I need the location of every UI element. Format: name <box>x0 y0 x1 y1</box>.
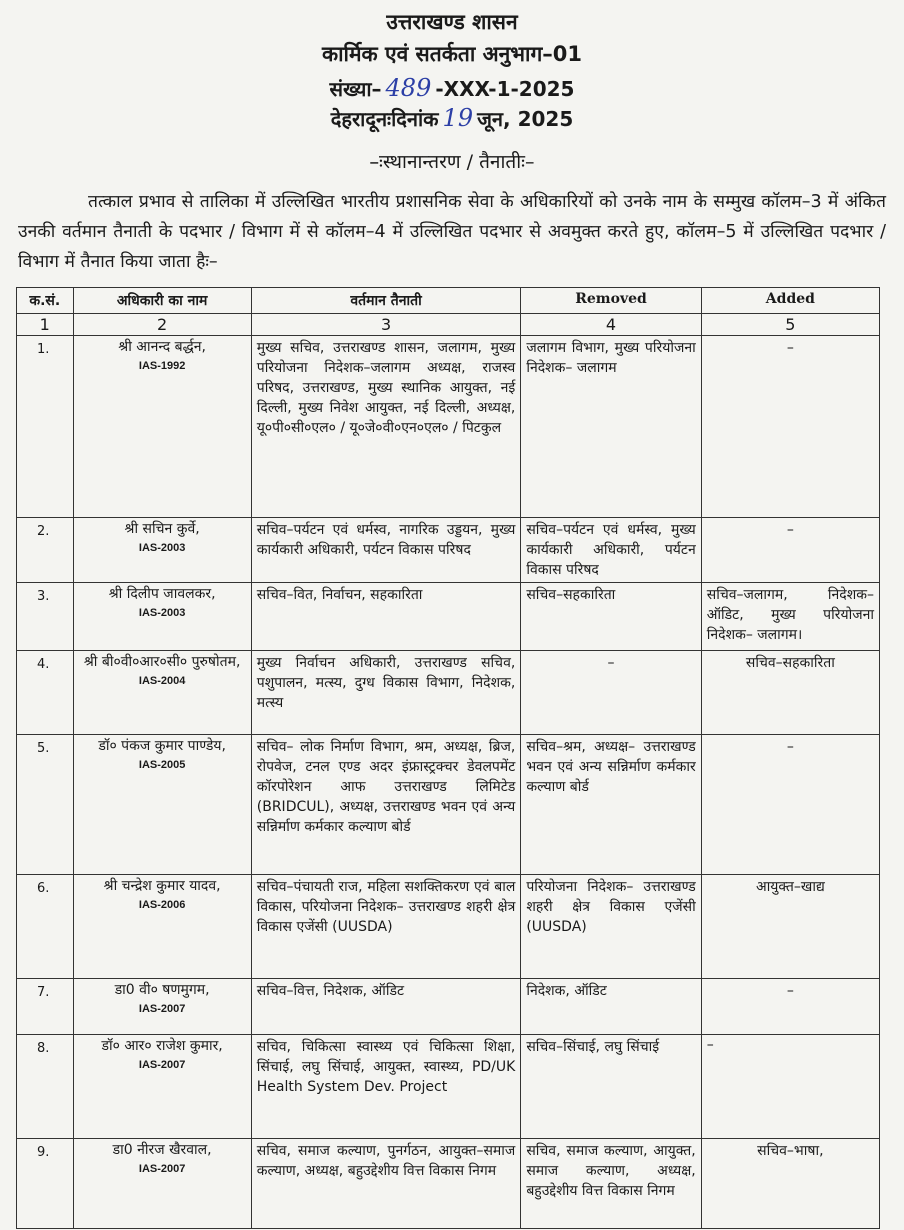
removed-cell: जलागम विभाग, मुख्य परियोजना निदेशक– जलागम <box>521 336 701 518</box>
serial-cell: 1. <box>17 336 74 518</box>
serial-cell: 2. <box>17 518 74 583</box>
officer-batch: IAS-2003 <box>138 607 186 619</box>
officer-cell <box>73 979 251 1035</box>
col-number: 1 <box>17 314 74 336</box>
officer-batch: IAS-2006 <box>138 899 186 911</box>
current-posting-cell: सचिव–पंचायती राज, महिला सशक्तिकरण एवं बाल विकास, परियोजना निदेशक– उत्तराखण्ड शहरी क्षेत्र विकास एजेंसी (UUSDA) <box>251 875 521 979</box>
col-number: 2 <box>73 314 251 336</box>
date-prefix: देहरादूनःदिनांक <box>330 107 439 131</box>
removed-cell: – <box>521 651 701 735</box>
officer-name: श्री चन्द्रेश कुमार यादव, <box>103 878 221 894</box>
table-row <box>17 1035 880 1139</box>
officer-name: डा0 नीरज खैरवाल, <box>112 1142 212 1158</box>
transfer-table <box>16 287 880 1229</box>
officer-cell <box>73 735 251 875</box>
officer-batch: IAS-2005 <box>138 759 186 771</box>
officer-batch: IAS-2007 <box>138 1163 186 1175</box>
serial-cell: 9. <box>17 1139 74 1229</box>
header-removed: Removed <box>521 288 701 314</box>
current-posting-cell: सचिव– लोक निर्माण विभाग, श्रम, अध्यक्ष, ब्रिज, रोपवेज, टनल एण्ड अदर इंफ्रास्ट्रक्चर डेवलपमेंट कॉरपोरेशन आफ उत्तराखण्ड लिमिटेड (BRIDCUL), अध्यक्ष, उत्तराखण्ड भवन एवं अन्य सन्निर्माण कर्मकार कल्याण बोर्ड <box>251 735 521 875</box>
removed-cell: सचिव, समाज कल्याण, आयुक्त, समाज कल्याण, अध्यक्ष, बहुउद्देशीय वित्त विकास निगम <box>521 1139 701 1229</box>
officer-batch: IAS-2007 <box>138 1003 186 1015</box>
added-cell: सचिव–भाषा, <box>701 1139 879 1229</box>
added-cell: – <box>701 1035 879 1139</box>
current-posting-cell: सचिव–वित्त, निदेशक, ऑडिट <box>251 979 521 1035</box>
added-cell: सचिव–सहकारिता <box>701 651 879 735</box>
serial-cell: 7. <box>17 979 74 1035</box>
serial-cell: 6. <box>17 875 74 979</box>
current-posting-cell: मुख्य निर्वाचन अधिकारी, उत्तराखण्ड सचिव, पशुपालन, मत्स्य, दुग्ध विकास विभाग, निदेशक, मत्स्य <box>251 651 521 735</box>
table-row <box>17 735 880 875</box>
section-title: कार्मिक एवं सतर्कता अनुभाग–01 <box>321 42 583 66</box>
table-header-row <box>17 288 880 314</box>
govt-title: उत्तराखण्ड शासन <box>386 10 518 34</box>
officer-name: श्री बी०वी०आर०सी० पुरुषोतम, <box>83 654 241 670</box>
officer-name: डॉ० आर० राजेश कुमार, <box>101 1038 223 1054</box>
intro-paragraph: तत्काल प्रभाव से तालिका में उल्लिखित भारतीय प्रशासनिक सेवा के अधिकारियों को उनके नाम के सम्मुख कॉलम–3 में अंकित उनकी वर्तमान तैनाती के पदभार / विभाग में से कॉलम–4 में उल्लिखित पदभार से अवमुक्त करते हुए, कॉलम–5 में उल्लिखित पदभार / विभाग में तैनात किया जाता हैः– <box>18 192 886 272</box>
officer-batch: IAS-2007 <box>138 1059 186 1071</box>
table-row <box>17 336 880 518</box>
current-posting-cell: सचिव–वित, निर्वाचन, सहकारिता <box>251 583 521 651</box>
current-posting-cell: सचिव, चिकित्सा स्वास्थ्य एवं चिकित्सा शिक्षा, सिंचाई, लघु सिंचाई, आयुक्त, स्वास्थ्य, PD/UK Health System Dev. Project <box>251 1035 521 1139</box>
serial-cell: 8. <box>17 1035 74 1139</box>
officer-cell <box>73 1139 251 1229</box>
current-posting-cell: सचिव–पर्यटन एवं धर्मस्व, नागरिक उड्डयन, मुख्य कार्यकारी अधिकारी, पर्यटन विकास परिषद <box>251 518 521 583</box>
col-number: 4 <box>521 314 701 336</box>
current-posting-cell: सचिव, समाज कल्याण, पुनर्गठन, आयुक्त–समाज कल्याण, अध्यक्ष, बहुउद्देशीय वित्त विकास निगम <box>251 1139 521 1229</box>
ref-prefix: संख्या– <box>329 77 382 101</box>
col-number: 5 <box>701 314 879 336</box>
removed-cell: निदेशक, ऑडिट <box>521 979 701 1035</box>
added-cell: आयुक्त–खाद्य <box>701 875 879 979</box>
officer-batch: IAS-2003 <box>138 542 186 554</box>
serial-cell: 3. <box>17 583 74 651</box>
reference-number <box>0 74 904 102</box>
removed-cell: सचिव–पर्यटन एवं धर्मस्व, मुख्य कार्यकारी अधिकारी, पर्यटन विकास परिषद <box>521 518 701 583</box>
serial-cell: 5. <box>17 735 74 875</box>
officer-cell <box>73 336 251 518</box>
officer-name: श्री दिलीप जावलकर, <box>108 586 216 602</box>
table-row <box>17 583 880 651</box>
table-row <box>17 979 880 1035</box>
col-number: 3 <box>251 314 521 336</box>
officer-batch: IAS-2004 <box>138 675 186 687</box>
added-cell: – <box>701 979 879 1035</box>
table-row <box>17 518 880 583</box>
officer-cell <box>73 875 251 979</box>
removed-cell: परियोजना निदेशक– उत्तराखण्ड शहरी क्षेत्र विकास एजेंसी (UUSDA) <box>521 875 701 979</box>
officer-name: श्री आनन्द बर्द्धन, <box>118 339 206 355</box>
date-handwritten-day: 19 <box>442 104 474 132</box>
serial-cell: 4. <box>17 651 74 735</box>
subject-line: –ःस्थानान्तरण / तैनातीः– <box>369 151 535 173</box>
officer-cell <box>73 583 251 651</box>
ref-handwritten-number: 489 <box>385 74 432 102</box>
officer-name: श्री सचिन कुर्वे, <box>124 521 200 537</box>
ref-suffix: -XXX-1-2025 <box>435 77 575 101</box>
header-serial: क.सं. <box>17 288 74 314</box>
column-number-row <box>17 314 880 336</box>
removed-cell: सचिव–श्रम, अध्यक्ष– उत्तराखण्ड भवन एवं अन्य सन्निर्माण कर्मकार कल्याण बोर्ड <box>521 735 701 875</box>
header-current-posting: वर्तमान तैनाती <box>251 288 521 314</box>
officer-cell <box>73 1035 251 1139</box>
officer-batch: IAS-1992 <box>138 360 186 372</box>
removed-cell: सचिव–सहकारिता <box>521 583 701 651</box>
header-officer-name: अधिकारी का नाम <box>73 288 251 314</box>
table-row <box>17 651 880 735</box>
added-cell: सचिव–जलागम, निदेशक–ऑडिट, मुख्य परियोजना निदेशक– जलागम। <box>701 583 879 651</box>
officer-name: डॉ० पंकज कुमार पाण्डेय, <box>98 738 226 754</box>
officer-cell <box>73 651 251 735</box>
added-cell: – <box>701 336 879 518</box>
table-row <box>17 875 880 979</box>
officer-cell <box>73 518 251 583</box>
officer-name: डा0 वी० षणमुगम, <box>114 982 210 998</box>
date-suffix: जून, 2025 <box>477 107 574 131</box>
issue-date <box>0 104 904 132</box>
removed-cell: सचिव–सिंचाई, लघु सिंचाई <box>521 1035 701 1139</box>
table-row <box>17 1139 880 1229</box>
added-cell: – <box>701 735 879 875</box>
added-cell: – <box>701 518 879 583</box>
header-added: Added <box>701 288 879 314</box>
current-posting-cell: मुख्य सचिव, उत्तराखण्ड शासन, जलागम, मुख्य परियोजना निदेशक–जलागम अध्यक्ष, राजस्व परिषद, उत्तराखण्ड, मुख्य स्थानिक आयुक्त, नई दिल्ली, मुख्य निवेश आयुक्त, नई दिल्ली, अध्यक्ष, यू०पी०सी०एल० / यू०जे०वी०एन०एल० / पिटकुल <box>251 336 521 518</box>
